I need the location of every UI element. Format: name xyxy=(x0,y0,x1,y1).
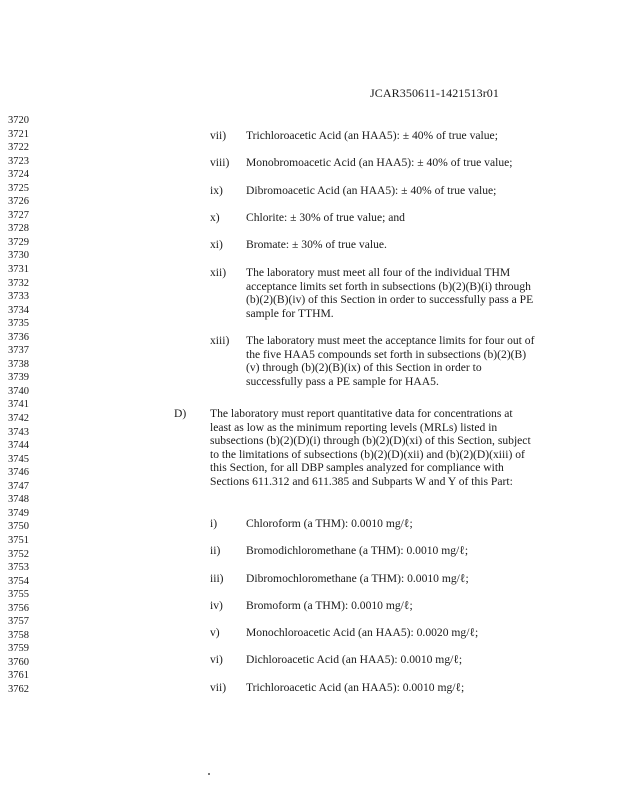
line-number: 3754 xyxy=(8,575,29,587)
line-number: 3722 xyxy=(8,142,29,154)
line-number: 3756 xyxy=(8,602,29,614)
line-number: 3721 xyxy=(8,128,29,140)
item-text: Monochloroacetic Acid (an HAA5): 0.0020 mg/ℓ; xyxy=(246,626,479,639)
item-label: iv) xyxy=(210,599,223,612)
line-number: 3755 xyxy=(8,589,29,601)
item-text: The laboratory must meet the acceptance limits for four out of the five HAA5 compounds set forth in subsections (b)(2)(B)(v) through (b)(2)(B)(ix) of this Section in order to successfully pass a PE sample for HAA5. xyxy=(246,334,535,388)
line-number: 3757 xyxy=(8,616,29,628)
line-number: 3740 xyxy=(8,385,29,397)
line-number: 3752 xyxy=(8,548,29,560)
line-number: 3724 xyxy=(8,169,29,181)
line-number-column xyxy=(8,114,48,697)
line-number: 3730 xyxy=(8,250,29,262)
line-number: 3739 xyxy=(8,372,29,384)
line-number: 3733 xyxy=(8,291,29,303)
item-text: Bromoform (a THM): 0.0010 mg/ℓ; xyxy=(246,599,413,612)
line-number: 3746 xyxy=(8,467,29,479)
line-number: 3758 xyxy=(8,629,29,641)
item-label: vii) xyxy=(210,681,227,694)
line-number: 3731 xyxy=(8,264,29,276)
item-label: viii) xyxy=(210,156,230,169)
item-label: iii) xyxy=(210,572,224,585)
item-label: ii) xyxy=(210,544,221,557)
line-number: 3723 xyxy=(8,155,29,167)
line-number: 3735 xyxy=(8,318,29,330)
item-text: Trichloroacetic Acid (an HAA5): ± 40% of true value; xyxy=(246,129,498,142)
item-text: The laboratory must meet all four of the individual THM acceptance limits set forth in subsections (b)(2)(B)(i) through (b)(2)(B)(iv) of this Section in order to successfully pass a PE sample for TTHM. xyxy=(246,266,534,320)
scan-speck xyxy=(208,773,210,775)
line-number: 3720 xyxy=(8,115,29,126)
item-label: xi) xyxy=(210,238,223,251)
item-label: x) xyxy=(210,211,220,224)
line-number: 3753 xyxy=(8,562,29,574)
line-number: 3742 xyxy=(8,413,29,425)
line-number: 3760 xyxy=(8,656,29,668)
item-label: vi) xyxy=(210,653,223,666)
item-label: xiii) xyxy=(210,334,230,347)
line-number: 3759 xyxy=(8,643,29,655)
item-text: Dichloroacetic Acid (an HAA5): 0.0010 mg/ℓ; xyxy=(246,653,463,666)
line-number: 3748 xyxy=(8,494,29,506)
item-text: Dibromochloromethane (a THM): 0.0010 mg/ℓ; xyxy=(246,572,469,585)
line-number: 3727 xyxy=(8,209,29,221)
item-text: Chlorite: ± 30% of true value; and xyxy=(246,211,405,224)
line-number: 3744 xyxy=(8,440,29,452)
line-number: 3743 xyxy=(8,426,29,438)
item-text: Bromate: ± 30% of true value. xyxy=(246,238,387,251)
line-number: 3745 xyxy=(8,453,29,465)
item-text: Bromodichloromethane (a THM): 0.0010 mg/ℓ; xyxy=(246,544,469,557)
line-number: 3749 xyxy=(8,507,29,519)
line-number: 3750 xyxy=(8,521,29,533)
item-text: Monobromoacetic Acid (an HAA5): ± 40% of true value; xyxy=(246,156,513,169)
item-label: xii) xyxy=(210,266,227,279)
line-number: 3761 xyxy=(8,670,29,682)
line-number: 3726 xyxy=(8,196,29,208)
document-id: JCAR350611-1421513r01 xyxy=(370,86,499,100)
line-number: 3728 xyxy=(8,223,29,235)
line-number: 3737 xyxy=(8,345,29,357)
item-text: The laboratory must report quantitative data for concentrations at least as low as the minimum reporting levels (MRLs) listed in subsections (b)(2)(D)(i) through (b)(2)(D)(xi) of this Section, subject to the limitations of subsections (b)(2)(D)(xii) and (b)(2)(D)(xiii) of this Section, for all DBP samples analyzed for compliance with Sections 611.312 and 611.385 and Subparts W and Y of this Part: xyxy=(210,407,531,488)
item-text: Dibromoacetic Acid (an HAA5): ± 40% of true value; xyxy=(246,184,497,197)
item-text: Trichloroacetic Acid (an HAA5): 0.0010 mg/ℓ; xyxy=(246,681,465,694)
item-label: D) xyxy=(174,407,187,420)
item-label: i) xyxy=(210,517,218,530)
line-number: 3725 xyxy=(8,182,29,194)
line-number: 3729 xyxy=(8,236,29,248)
line-number: 3751 xyxy=(8,534,29,546)
item-label: v) xyxy=(210,626,220,639)
line-number: 3736 xyxy=(8,331,29,343)
item-label: ix) xyxy=(210,184,223,197)
item-label: vii) xyxy=(210,129,227,142)
line-number: 3747 xyxy=(8,480,29,492)
line-number: 3734 xyxy=(8,304,29,316)
line-number: 3762 xyxy=(8,683,29,695)
item-text: Chloroform (a THM): 0.0010 mg/ℓ; xyxy=(246,517,413,530)
line-number: 3732 xyxy=(8,277,29,289)
line-number: 3741 xyxy=(8,399,29,411)
line-number: 3738 xyxy=(8,358,29,370)
